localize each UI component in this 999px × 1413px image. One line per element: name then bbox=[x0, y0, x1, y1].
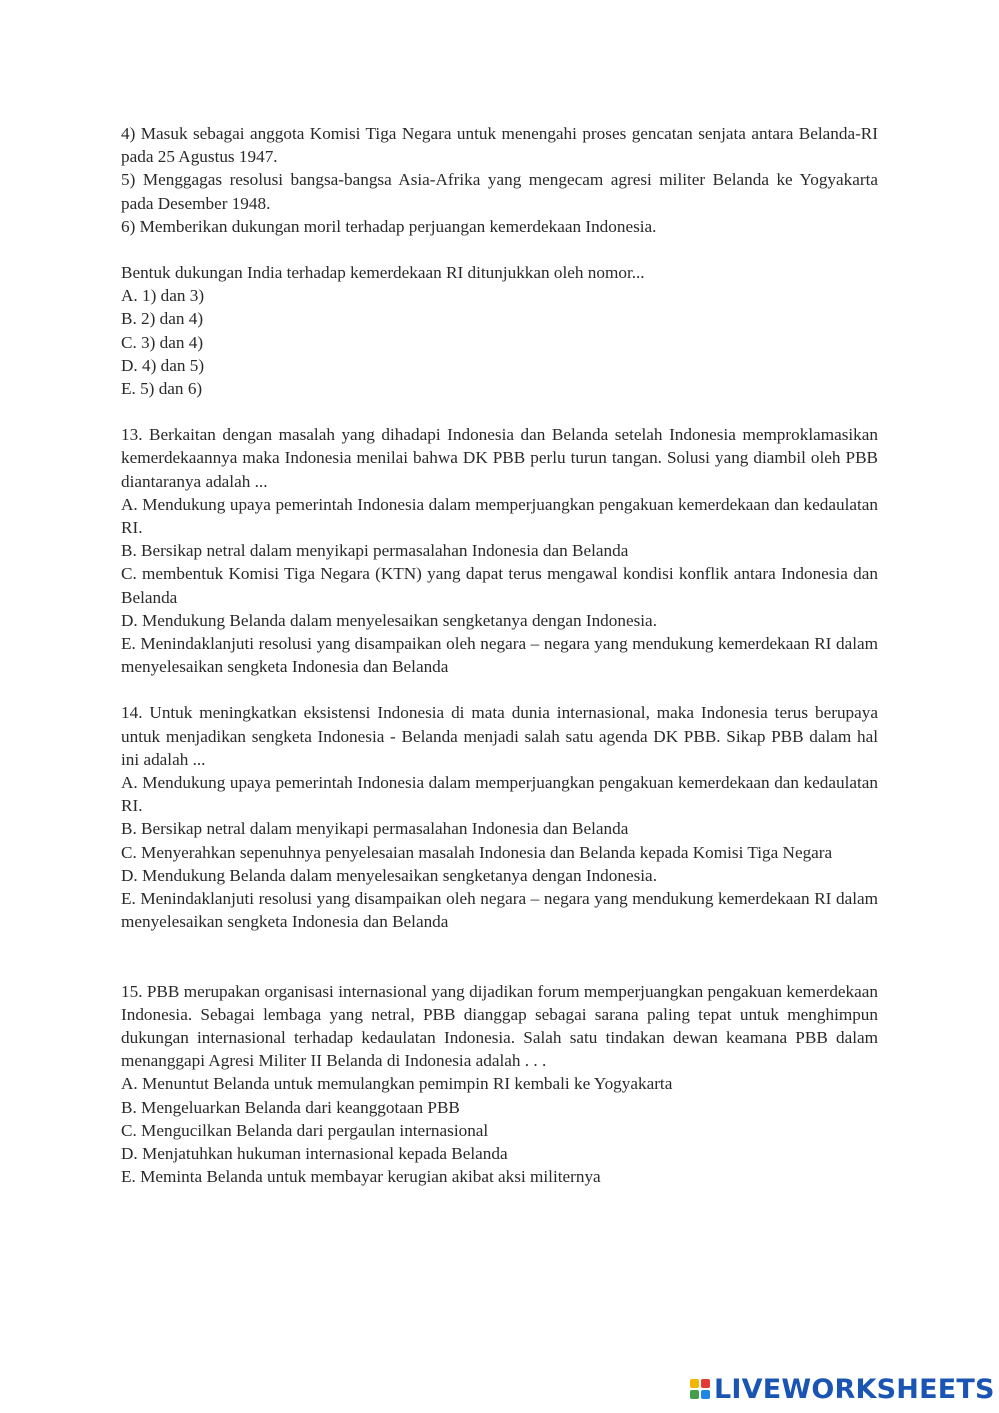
answer-option: E. Menindaklanjuti resolusi yang disampaikan oleh negara – negara yang mendukung kemerdekaan RI dalam menyelesaikan sengketa Indonesia dan Belanda bbox=[121, 889, 878, 932]
intro-item: 5) Menggagas resolusi bangsa-bangsa Asia-Afrika yang mengecam agresi militer Belanda ke Yogyakarta pada Desember 1948. bbox=[121, 170, 878, 213]
answer-option: C. membentuk Komisi Tiga Negara (KTN) yang dapat terus mengawal kondisi konflik antara Indonesia dan Belanda bbox=[121, 564, 878, 607]
question-text: 14. Untuk meningkatkan eksistensi Indonesia di mata dunia internasional, maka Indonesia terus berupaya untuk menjadikan sengketa Indonesia - Belanda menjadi salah satu agenda DK PBB. Sikap PBB dalam hal ini adalah ... bbox=[121, 703, 878, 769]
answer-option: D. 4) dan 5) bbox=[121, 355, 205, 375]
question-text: Bentuk dukungan India terhadap kemerdekaan RI ditunjukkan oleh nomor... bbox=[121, 263, 645, 283]
answer-option: C. Mengucilkan Belanda dari pergaulan internasional bbox=[121, 1120, 489, 1140]
answer-option: D. Mendukung Belanda dalam menyelesaikan sengketanya dengan Indonesia. bbox=[121, 610, 657, 630]
question-15 bbox=[121, 980, 878, 1189]
intro-item: 4) Masuk sebagai anggota Komisi Tiga Negara untuk menengahi proses gencatan senjata antara Belanda-RI pada 25 Agustus 1947. bbox=[121, 124, 878, 167]
worksheet-page bbox=[121, 122, 878, 1188]
brand-name: LIVEWORKSHEETS bbox=[714, 1373, 995, 1405]
question-14 bbox=[121, 701, 878, 933]
question-12 bbox=[121, 261, 878, 400]
answer-option: C. 3) dan 4) bbox=[121, 332, 204, 352]
answer-option: B. Bersikap netral dalam menyikapi permasalahan Indonesia dan Belanda bbox=[121, 819, 629, 839]
answer-option: A. 1) dan 3) bbox=[121, 286, 205, 306]
answer-option: D. Mendukung Belanda dalam menyelesaikan sengketanya dengan Indonesia. bbox=[121, 865, 657, 885]
logo-grid-icon bbox=[690, 1379, 710, 1399]
question-text: 15. PBB merupakan organisasi internasional yang dijadikan forum memperjuangkan pengakuan kemerdekaan Indonesia. Sebagai lembaga yang netral, PBB dianggap sebagai sarana paling tepat untuk menghimpun dukungan internasional terhadap kedaulatan Indonesia. Salah satu tindakan dewan keamana PBB dalam menanggapi Agresi Militer II Belanda di Indonesia adalah . . . bbox=[121, 981, 878, 1071]
answer-option: C. Menyerahkan sepenuhnya penyelesaian masalah Indonesia dan Belanda kepada Komisi Tiga Negara bbox=[121, 842, 833, 862]
answer-option: E. Meminta Belanda untuk membayar kerugian akibat aksi militernya bbox=[121, 1167, 601, 1187]
answer-option: B. 2) dan 4) bbox=[121, 309, 204, 329]
answer-option: A. Mendukung upaya pemerintah Indonesia dalam memperjuangkan pengakuan kemerdekaan dan kedaulatan RI. bbox=[121, 773, 878, 816]
question-13 bbox=[121, 423, 878, 678]
question-text: 13. Berkaitan dengan masalah yang dihadapi Indonesia dan Belanda setelah Indonesia memproklamasikan kemerdekaannya maka Indonesia menilai bahwa DK PBB perlu turun tangan. Solusi yang diambil oleh PBB diantaranya adalah ... bbox=[121, 425, 878, 491]
answer-option: E. 5) dan 6) bbox=[121, 379, 203, 399]
answer-option: A. Menuntut Belanda untuk memulangkan pemimpin RI kembali ke Yogyakarta bbox=[121, 1074, 673, 1094]
liveworksheets-logo bbox=[690, 1371, 995, 1407]
answer-option: B. Bersikap netral dalam menyikapi permasalahan Indonesia dan Belanda bbox=[121, 541, 629, 561]
intro-list bbox=[121, 122, 878, 238]
answer-option: E. Menindaklanjuti resolusi yang disampaikan oleh negara – negara yang mendukung kemerdekaan RI dalam menyelesaikan sengketa Indonesia dan Belanda bbox=[121, 634, 878, 677]
answer-option: B. Mengeluarkan Belanda dari keanggotaan PBB bbox=[121, 1097, 460, 1117]
intro-item: 6) Memberikan dukungan moril terhadap perjuangan kemerdekaan Indonesia. bbox=[121, 216, 657, 236]
answer-option: D. Menjatuhkan hukuman internasional kepada Belanda bbox=[121, 1143, 508, 1163]
answer-option: A. Mendukung upaya pemerintah Indonesia dalam memperjuangkan pengakuan kemerdekaan dan kedaulatan RI. bbox=[121, 494, 878, 538]
